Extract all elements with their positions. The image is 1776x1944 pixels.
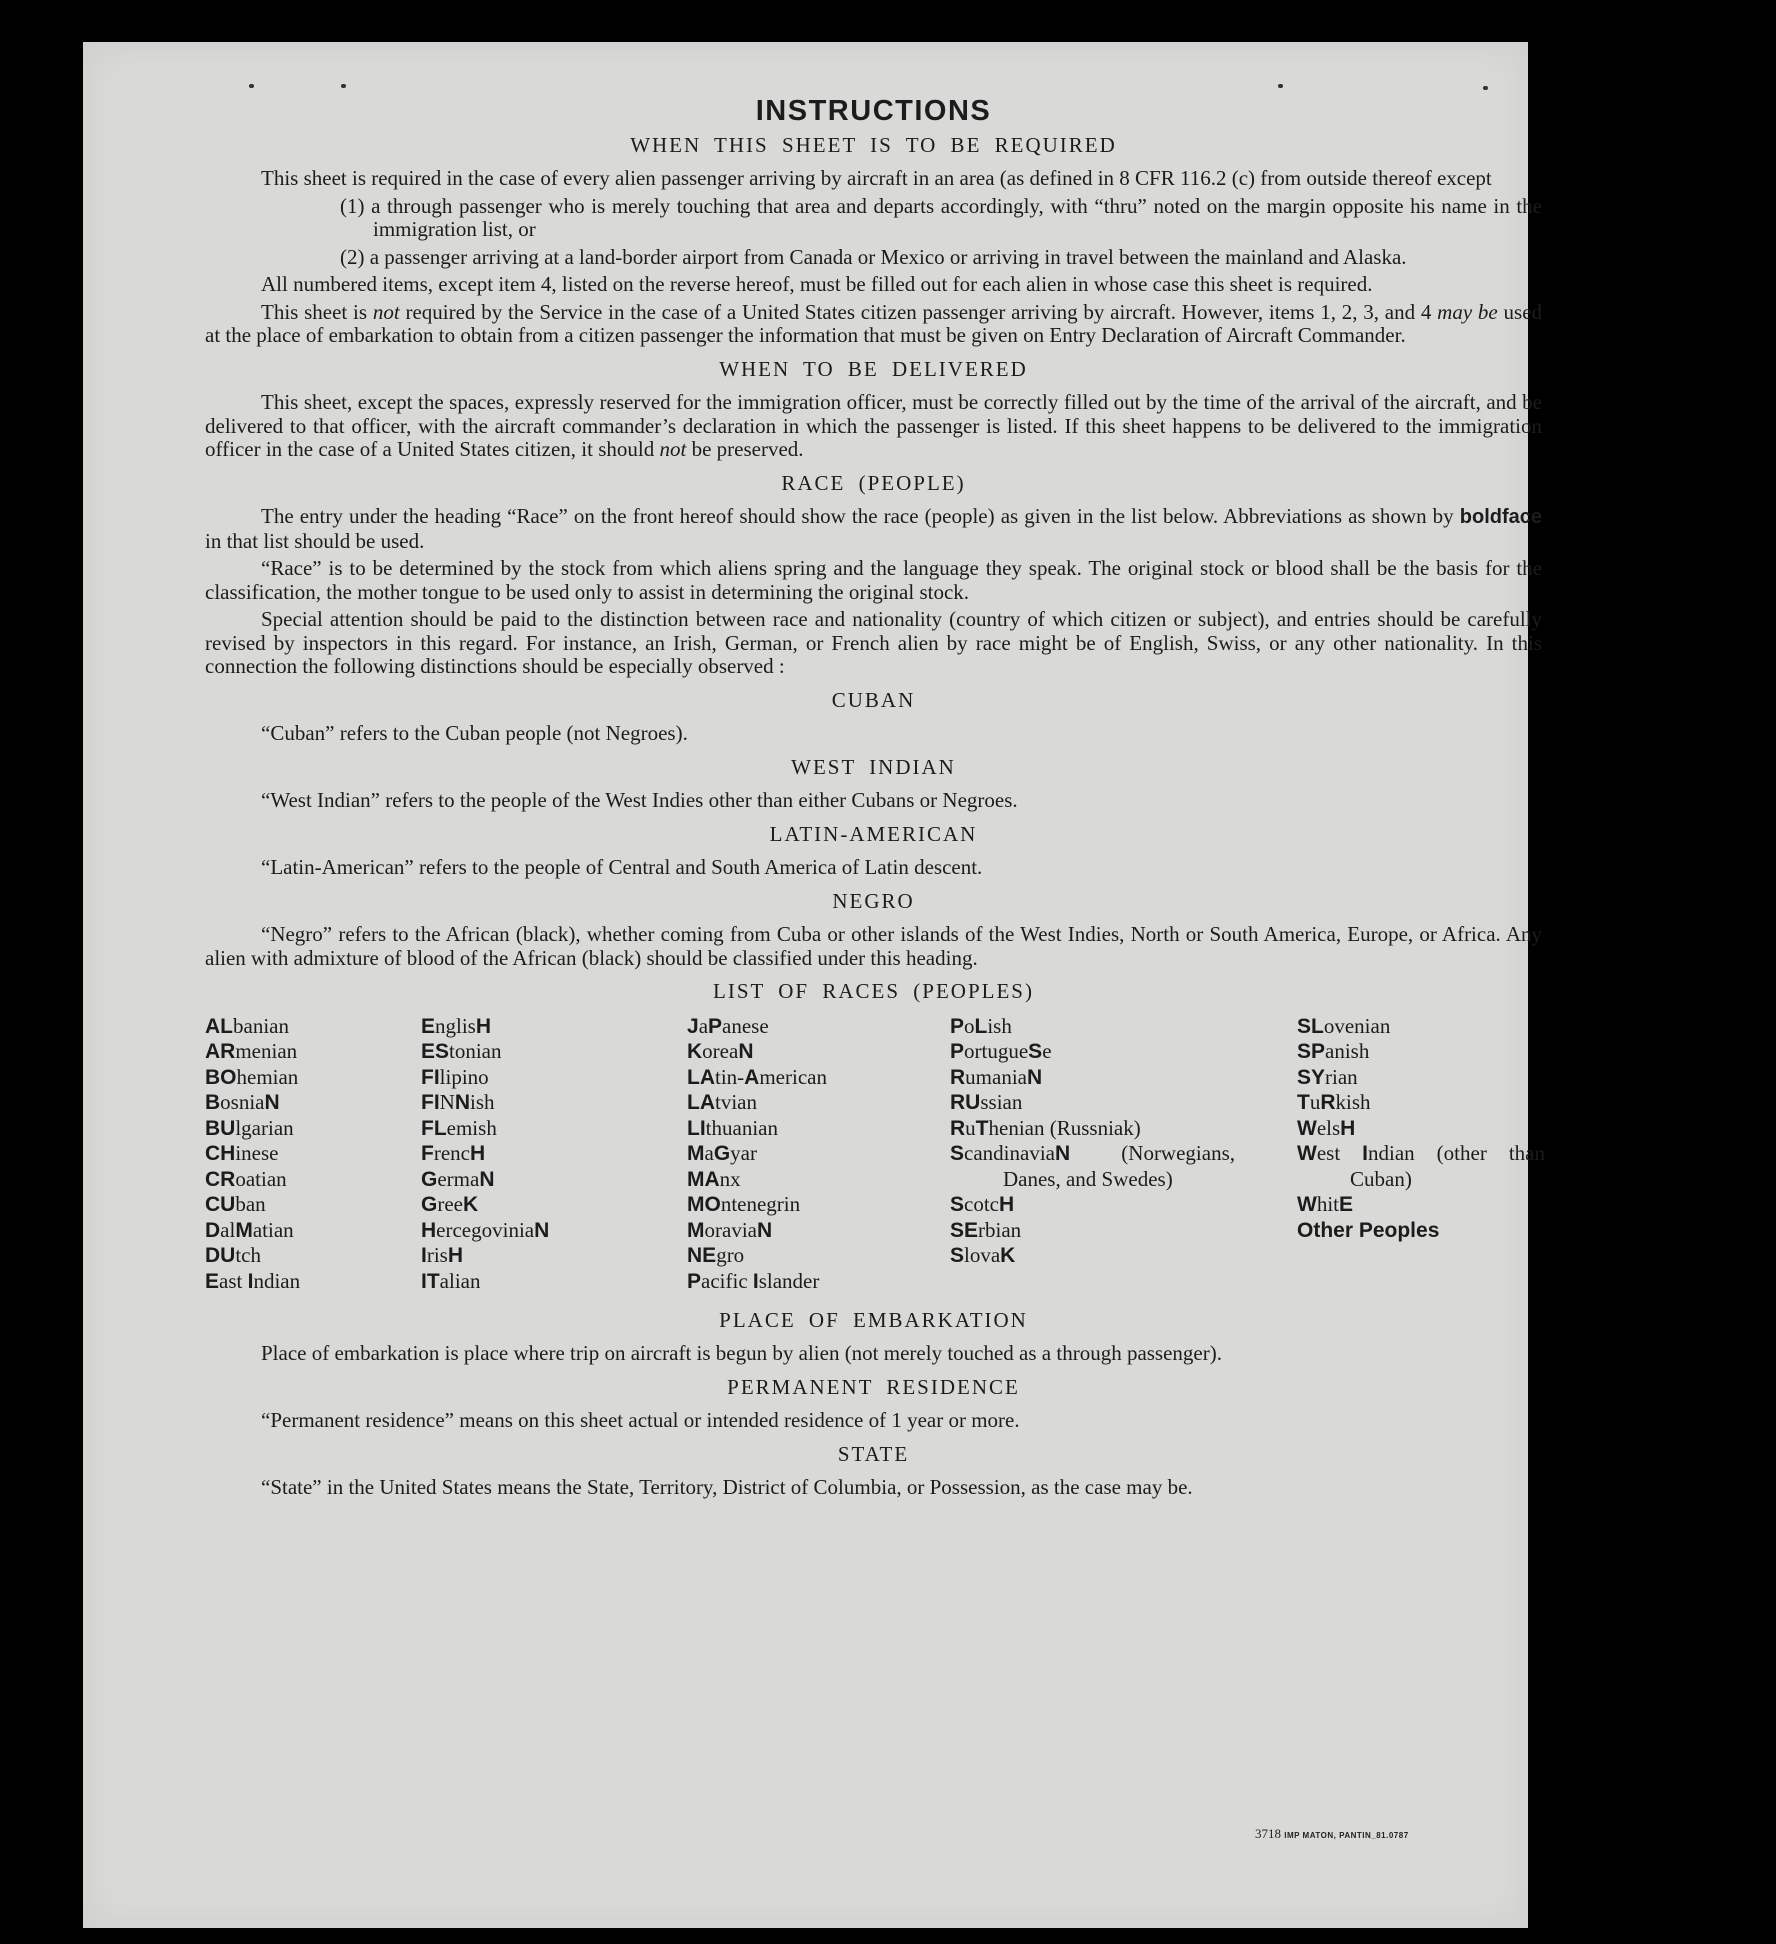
race-entry [687,1116,947,1142]
race-text: lgarian [235,1115,294,1140]
abbreviation-letters: N [1026,1065,1043,1089]
text: This sheet, except the spaces, expressly reserved for the immigration officer, must be correctly filled out by the time of the arrival of the aircraft, and be delivered to that officer, with the aircraft commander’s declaration in which the passenger is listed. If this sheet happens to be delivered to the immigration officer in the case of a United States citizen, it should [205,390,1542,461]
abbreviation-letters: N [454,1091,471,1114]
abbreviation-letters: A [744,1065,760,1089]
paragraph-not-required [205,301,1542,348]
race-entry [950,1218,1235,1244]
race-text: oravia [704,1217,757,1242]
race-entry [687,1039,947,1065]
races-group [1297,1014,1545,1142]
paragraph-required-intro: This sheet is required in the case of every alien passenger arriving by aircraft in an area (as defined in 8 CFR 116.2 (c) from outside thereof except [261,166,1492,190]
scan-speck [249,84,254,88]
abbreviation-letters: J [687,1014,699,1038]
race-text: tonian [449,1039,502,1063]
race-entry [687,1192,947,1218]
race-text: ris [426,1243,448,1267]
race-text: ssian [980,1090,1023,1114]
heading-west-indian: WEST INDIAN [791,754,956,779]
race-entry [421,1039,641,1065]
text: This sheet is [261,299,368,324]
race-entry [950,1039,1235,1065]
abbreviation-letters: R [950,1116,966,1140]
race-text: osnia [220,1090,265,1114]
race-text: oatian [235,1166,287,1191]
race-entry [950,1014,1235,1040]
race-entry [205,1192,405,1218]
paragraph-numbered-items: All numbered items, except item 4, listed on the reverse hereof, must be filled out for each alien in whose case this sheet is required. [261,272,1373,296]
printer-imprint [1255,1826,1409,1842]
race-entry [950,1141,1235,1192]
race-text: ndian (other than Cuban) [1350,1141,1545,1191]
race-text: emish [446,1115,497,1140]
abbreviation-letters: E [205,1269,220,1293]
abbreviation-letters: D [205,1218,221,1242]
abbreviation-letters: DU [205,1244,236,1267]
race-text: ovenian [1323,1013,1391,1038]
abbreviation-letters: N [264,1091,280,1114]
race-text: ish [470,1090,495,1114]
exception-item-1: (1) a through passenger who is merely touching that area and departs accordingly, with “thru” noted on the margin opposite his name in the immigration list, or [340,193,1542,241]
abbreviation-letters: S [950,1244,965,1267]
race-entry [1297,1065,1545,1091]
abbreviation-letters: G [713,1142,731,1165]
heading-embarkation: PLACE OF EMBARKATION [719,1307,1028,1332]
abbreviation-letters: AL [205,1014,233,1038]
races-group [950,1014,1235,1142]
instructions-content [205,95,1545,1500]
abbreviation-letters: W [1297,1142,1317,1165]
race-text: ercegovinia [436,1217,535,1242]
race-text: henian (Russniak) [988,1115,1141,1140]
race-text: ndian [253,1268,301,1293]
abbreviation-letters: SL [1297,1014,1324,1038]
race-entry [950,1090,1235,1116]
race-text: hemian [236,1064,299,1089]
race-entry [1297,1141,1545,1192]
race-entry [205,1014,405,1040]
race-entry [205,1141,405,1167]
scan-speck [1278,84,1283,88]
race-text: els [1316,1115,1341,1140]
abbreviation-letters: E [421,1014,436,1038]
abbreviation-letters: H [475,1014,492,1038]
races-column-1 [205,1014,405,1295]
abbreviation-letters: N [738,1040,754,1063]
race-entry [1297,1116,1545,1142]
races-list [205,1013,1545,1299]
printer-name: IMP MATON, PANTIN_81.0787 [1284,1831,1409,1840]
page-title: INSTRUCTIONS [755,95,992,127]
race-text: slander [758,1268,820,1293]
abbreviation-letters: F [421,1142,434,1165]
abbreviation-letters: R [950,1065,966,1089]
race-entry [205,1218,405,1244]
race-entry [421,1243,641,1269]
races-column-2 [421,1014,641,1295]
race-text: hit [1316,1192,1339,1216]
race-text: candinavia [964,1141,1055,1165]
race-text: ortugue [964,1039,1029,1063]
abbreviation-letters: SE [950,1218,979,1242]
race-text: merican [759,1064,827,1089]
race-text: lova [964,1243,1001,1267]
paragraph-race-nationality: Special attention should be paid to the distinction between race and nationality (country of which citizen or subject), and entries should be carefully revised by inspectors in this regard. For instance, an Irish, German, or French alien by race might be of English, Swiss, or any other nationality. In this connection the following distinctions should be especially observed : [205,607,1542,678]
definition-negro: “Negro” refers to the African (black), whether coming from Cuba or other islands of the West Indies, North or South America, Europe, or Africa. Any alien with admixture of blood of the African (black) should be classified under this heading. [205,922,1542,970]
race-entry [687,1243,947,1269]
abbreviation-letters: CU [205,1193,236,1216]
race-text: banian [233,1013,289,1038]
abbreviation-letters: RU [950,1091,981,1114]
text: The entry under the heading “Race” on the front hereof should show the race (people) as given in the list below. Abbreviations as shown by [261,504,1454,528]
race-entry [205,1116,405,1142]
race-entry [1297,1090,1545,1116]
text: required by the Service in the case of a United States citizen passenger arriving by aircraft. However, items 1, 2, 3, and 4 [405,299,1432,324]
emphasis: not [372,299,400,324]
paragraph-delivery [205,391,1542,462]
race-text: e [1042,1039,1052,1063]
emphasis: may be [1437,299,1498,324]
race-entry [687,1218,947,1244]
heading-cuban: CUBAN [831,687,916,712]
abbreviation-letters: S [950,1193,965,1216]
race-text: u [1309,1090,1321,1114]
abbreviation-letters: FL [421,1116,447,1140]
abbreviation-letters: MA [687,1167,720,1191]
exception-item-2: (2) a passenger arriving at a land-border airport from Canada or Mexico or arriving in travel between the mainland and Alaska. [340,244,1407,269]
form-number: 3718 [1255,1826,1281,1841]
race-text: kish [1335,1090,1371,1114]
abbreviation-letters: N [756,1218,773,1242]
race-entry [205,1243,405,1269]
definition-latin-american: “Latin-American” refers to the people of Central and South America of Latin descent. [261,855,983,879]
abbreviation-letters: M [687,1218,705,1242]
race-text: renc [433,1141,470,1165]
abbreviation-letters: AR [205,1040,236,1063]
abbreviation-letters: H [421,1218,437,1242]
abbreviation-letters: G [421,1167,438,1191]
abbreviation-letters: T [975,1116,989,1140]
race-text: ast [219,1268,248,1293]
race-text: ban [235,1192,266,1216]
race-text: thuanian [705,1115,778,1140]
race-entry [687,1269,947,1295]
heading-when-delivered: WHEN TO BE DELIVERED [719,356,1028,381]
race-entry [687,1167,947,1193]
race-text: ree [437,1192,463,1216]
abbreviation-letters: ES [421,1040,450,1063]
races-column-5 [1297,1014,1545,1244]
races-column-4 [950,1014,1235,1269]
race-text: a [698,1013,709,1038]
abbreviation-letters: BO [205,1065,237,1089]
race-text: ish [987,1013,1012,1038]
scan-speck [1483,86,1488,90]
abbreviation-letters: FI [421,1091,440,1114]
abbreviation-letters: S [1028,1040,1043,1063]
abbreviation-letters: CH [205,1142,236,1165]
race-entry [205,1090,405,1116]
race-entry [421,1167,641,1193]
definition-embarkation: Place of embarkation is place where trip on aircraft is begun by alien (not merely touched as a through passenger). [261,1341,1222,1365]
abbreviation-letters: IT [421,1269,440,1293]
abbreviation-letters: E [1339,1193,1354,1216]
heading-race: RACE (PEOPLE) [781,470,966,495]
race-text: tin- [715,1064,745,1089]
race-text: menian [235,1039,298,1063]
abbreviation-letters: H [469,1142,486,1165]
document-page [83,42,1545,1928]
abbreviation-letters: P [708,1014,723,1038]
abbreviation-letters: H [1340,1116,1356,1140]
abbreviation-letters: MO [687,1193,721,1216]
races-group [950,1192,1235,1269]
race-entry [421,1192,641,1218]
abbreviation-letters: S [950,1142,965,1165]
race-text: ntenegrin [720,1192,801,1216]
race-entry [687,1014,947,1040]
abbreviation-letters: M [687,1142,705,1165]
race-text: alian [439,1268,481,1293]
race-entry [950,1065,1235,1091]
race-entry [205,1269,405,1295]
definition-cuban: “Cuban” refers to the Cuban people (not Negroes). [261,721,688,745]
abbreviation-letters: K [462,1193,479,1216]
abbreviation-letters: SY [1297,1065,1326,1089]
abbreviation-letters: T [1297,1091,1310,1114]
definition-west-indian: “West Indian” refers to the people of the West Indies other than either Cubans or Negroes. [261,788,1018,812]
abbreviation-letters: P [687,1269,702,1293]
race-text: atian [252,1217,294,1242]
abbreviation-letters: LI [687,1116,706,1140]
abbreviation-letters: N [479,1167,495,1191]
abbreviation-letters: I [752,1269,759,1293]
abbreviation-letters: P [950,1014,965,1038]
race-entry [687,1090,947,1116]
race-entry [950,1192,1235,1218]
paragraph-race-entry [205,505,1542,553]
heading-list-of-races: LIST OF RACES (PEOPLES) [713,979,1034,1003]
abbreviation-letters: I [1362,1142,1369,1165]
races-column-3 [687,1014,947,1295]
race-text: acific [701,1268,753,1293]
race-text: nx [719,1166,741,1191]
race-entry [205,1039,405,1065]
abbreviation-letters: LA [687,1065,715,1089]
race-text: (Norwegians, Danes, and Swedes) [1003,1141,1235,1191]
race-entry [687,1065,947,1091]
heading-latin-american: LATIN-AMERICAN [769,821,978,846]
race-entry [421,1116,641,1142]
race-entry [205,1167,405,1193]
race-text: rian [1325,1064,1358,1089]
races-group [1297,1192,1545,1218]
heading-negro: NEGRO [832,888,915,913]
race-entry [1297,1039,1545,1065]
abbreviation-letters: N [1054,1142,1071,1165]
abbreviation-letters: M [235,1218,253,1242]
race-text: N [439,1090,455,1114]
race-entry-other-peoples: Other Peoples [1297,1218,1440,1242]
abbreviation-letters: B [205,1091,221,1114]
scan-speck [341,84,346,88]
race-text: o [964,1013,975,1038]
abbreviation-letters: N [534,1218,550,1242]
race-entry [421,1141,641,1167]
race-text: a [704,1141,714,1165]
definition-permanent-residence: “Permanent residence” means on this sheet actual or intended residence of 1 year or more. [261,1408,1020,1432]
race-text: est [1316,1141,1363,1165]
race-text: erma [437,1166,480,1191]
abbreviation-letters: BU [205,1116,236,1140]
text: used at the place of embarkation to obtain from a citizen passenger the information that must be given on Entry Declaration of Aircraft Commander. [205,299,1543,347]
definition-state: “State” in the United States means the State, Territory, District of Columbia, or Possession, as the case may be. [261,1475,1193,1499]
abbreviation-letters: R [1320,1091,1336,1114]
race-text: anish [1325,1039,1370,1063]
text: in that list should be used. [205,528,425,553]
race-entry [1297,1014,1545,1040]
boldface-word: boldface [1459,506,1543,528]
race-entry [950,1243,1235,1269]
race-entry [687,1141,947,1167]
heading-permanent-residence: PERMANENT RESIDENCE [727,1374,1020,1399]
heading-when-required: WHEN THIS SHEET IS TO BE REQUIRED [630,132,1117,157]
race-text: lipino [439,1064,489,1089]
abbreviation-letters: CR [205,1167,236,1191]
text: be preserved. [691,437,804,461]
race-text: umania [965,1064,1027,1089]
race-entry [421,1218,641,1244]
abbreviation-letters: H [999,1193,1015,1216]
abbreviation-letters: FI [421,1065,440,1089]
paragraph-race-stock: “Race” is to be determined by the stock from which aliens spring and the language they speak. The original stock or blood shall be the basis for the classification, the mother tongue to be used only to assist in determining the original stock. [205,556,1542,604]
abbreviation-letters: I [247,1269,254,1293]
race-text: anese [722,1013,769,1038]
race-entry [421,1090,641,1116]
race-text: orea [702,1039,739,1063]
abbreviation-letters: P [950,1040,965,1063]
race-text: tch [235,1243,261,1267]
abbreviation-letters: I [421,1244,427,1267]
race-text: gro [716,1243,745,1267]
race-entry [1297,1192,1545,1218]
abbreviation-letters: G [421,1193,438,1216]
race-text: inese [235,1141,279,1165]
race-text: yar [730,1141,757,1165]
race-text: tvian [715,1090,757,1114]
race-entry [205,1065,405,1091]
race-entry [421,1014,641,1040]
abbreviation-letters: W [1297,1193,1317,1216]
abbreviation-letters: NE [687,1244,717,1267]
race-text: rbian [978,1217,1022,1242]
abbreviation-letters: L [974,1014,988,1038]
heading-state: STATE [837,1441,910,1466]
abbreviation-letters: W [1297,1116,1317,1140]
abbreviation-letters: H [447,1244,464,1267]
race-entry [421,1269,641,1295]
race-text: cotc [964,1192,999,1216]
abbreviation-letters: K [687,1040,703,1063]
race-text: nglis [435,1013,476,1038]
emphasis: not [659,437,687,461]
race-text: u [965,1115,976,1140]
abbreviation-letters: K [1000,1244,1016,1267]
abbreviation-letters: SP [1297,1040,1326,1063]
race-text: al [220,1217,236,1242]
race-entry [421,1065,641,1091]
race-entry [950,1116,1235,1142]
abbreviation-letters: LA [687,1091,715,1114]
